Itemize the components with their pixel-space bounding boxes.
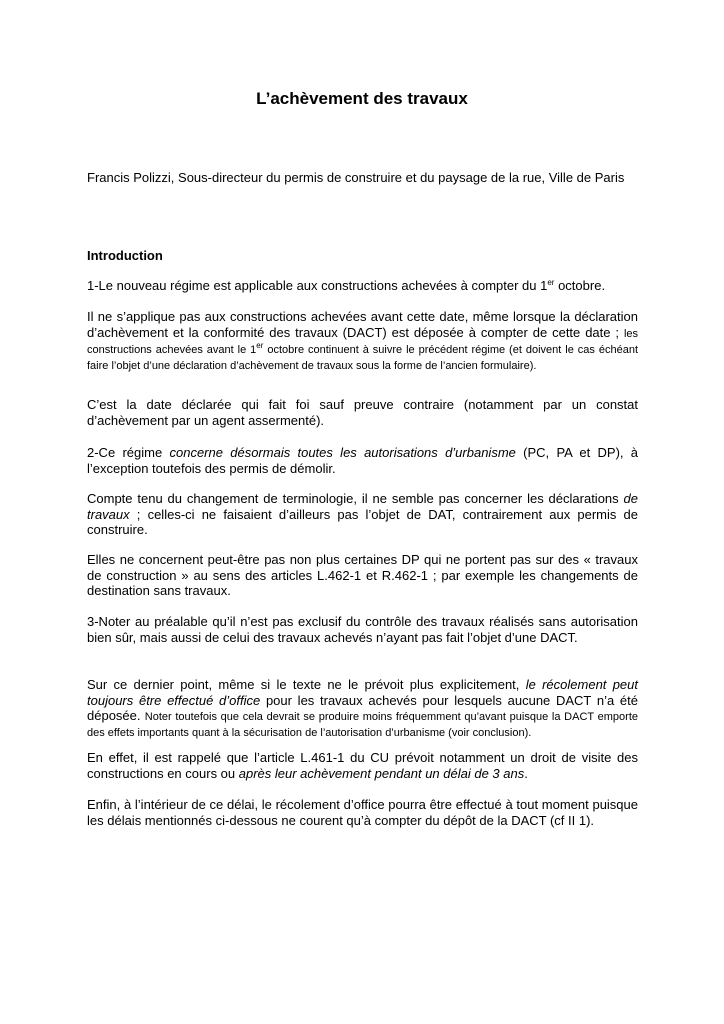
paragraph-7: 3-Noter au préalable qu’il n’est pas exclusif du contrôle des travaux réalisés sans autorisation bien sûr, mais aussi de celui des travaux achevés n’ayant pas fait l’objet d’une DACT.: [87, 614, 638, 645]
section-heading: Introduction: [87, 248, 163, 263]
document-title: L’achèvement des travaux: [256, 89, 468, 108]
paragraph-8-start: Sur ce dernier point, même si le texte ne le prévoit plus explicitement,: [87, 677, 526, 692]
paragraph-3: C’est la date déclarée qui fait foi sauf preuve contraire (notamment par un constat d’achèvement par un agent assermenté).: [87, 397, 638, 428]
paragraph-2-note-end: octobre continuent à suivre le précédent régime (et doivent le cas échéant faire l’objet d’une déclaration d’achèvement de travaux sous la forme de l’ancien formulaire).: [87, 343, 638, 372]
paragraph-8-middle: pour les travaux achevés pour lesquels aucune DACT n’a été déposée.: [87, 692, 638, 723]
paragraph-5-emphasis: de travaux: [87, 491, 638, 522]
paragraph-1: [87, 278, 638, 294]
paragraph-6: Elles ne concernent peut-être pas non plus certaines DP qui ne portent pas sur des « travaux de construction » au sens des articles L.462-1 et R.462-1 ; par exemple les changements de destination sans travaux.: [87, 552, 638, 598]
superscript: er: [547, 278, 555, 287]
paragraph-8-emphasis: le récolement peut toujours être effectué d’office: [87, 677, 639, 708]
paragraph-9-start: En effet, il est rappelé que l’article L.461-1 du CU prévoit notamment un droit de visite des constructions en cours ou: [87, 750, 638, 781]
paragraph-8-note: Noter toutefois que cela devrait se produire moins fréquemment qu’avant puisque la DACT emporte des effets importants quant à la sécurisation de l’autorisation d’urbanisme (voir conclusion).: [87, 711, 638, 739]
paragraph-4-start: 2-Ce régime: [87, 445, 170, 460]
paragraph-5-end: ; celles-ci ne faisaient d’ailleurs pas l’objet de DAT, contrairement aux permis de construire.: [87, 506, 638, 537]
paragraph-2-main: Il ne s’applique pas aux constructions achevées avant cette date, même lorsque la déclaration d’achèvement et la conformité des travaux (DACT) est déposée à compter de cette date ;: [87, 309, 638, 340]
author-line: Francis Polizzi, Sous-directeur du permis de construire et du paysage de la rue, Ville de Paris: [87, 170, 625, 185]
paragraph-8: [87, 677, 638, 740]
paragraph-10: Enfin, à l’intérieur de ce délai, le récolement d’office pourra être effectué à tout moment puisque les délais mentionnés ci-dessous ne courent qu’à compter du dépôt de la DACT (cf II 1).: [87, 797, 638, 828]
paragraph-5-start: Compte tenu du changement de terminologie, il ne semble pas concerner les déclarations: [87, 491, 624, 506]
paragraph-4-emphasis: concerne désormais toutes les autorisations d’urbanisme: [169, 445, 516, 460]
paragraph-1-text: 1-Le nouveau régime est applicable aux constructions achevées à compter du 1: [87, 278, 548, 293]
paragraph-1-text-end: octobre.: [554, 278, 606, 293]
paragraph-5: [87, 491, 638, 538]
paragraph-4-end: (PC, PA et DP), à l’exception toutefois des permis de démolir.: [87, 445, 639, 476]
paragraph-9-emphasis: après leur achèvement pendant un délai de 3 ans: [238, 765, 525, 781]
paragraph-9-end: .: [524, 765, 528, 781]
superscript: er: [256, 340, 264, 350]
paragraph-4: [87, 445, 638, 476]
paragraph-2-note-start: les constructions achevées avant le 1: [87, 327, 638, 356]
paragraph-2: [87, 309, 638, 373]
paragraph-9: [87, 750, 638, 781]
